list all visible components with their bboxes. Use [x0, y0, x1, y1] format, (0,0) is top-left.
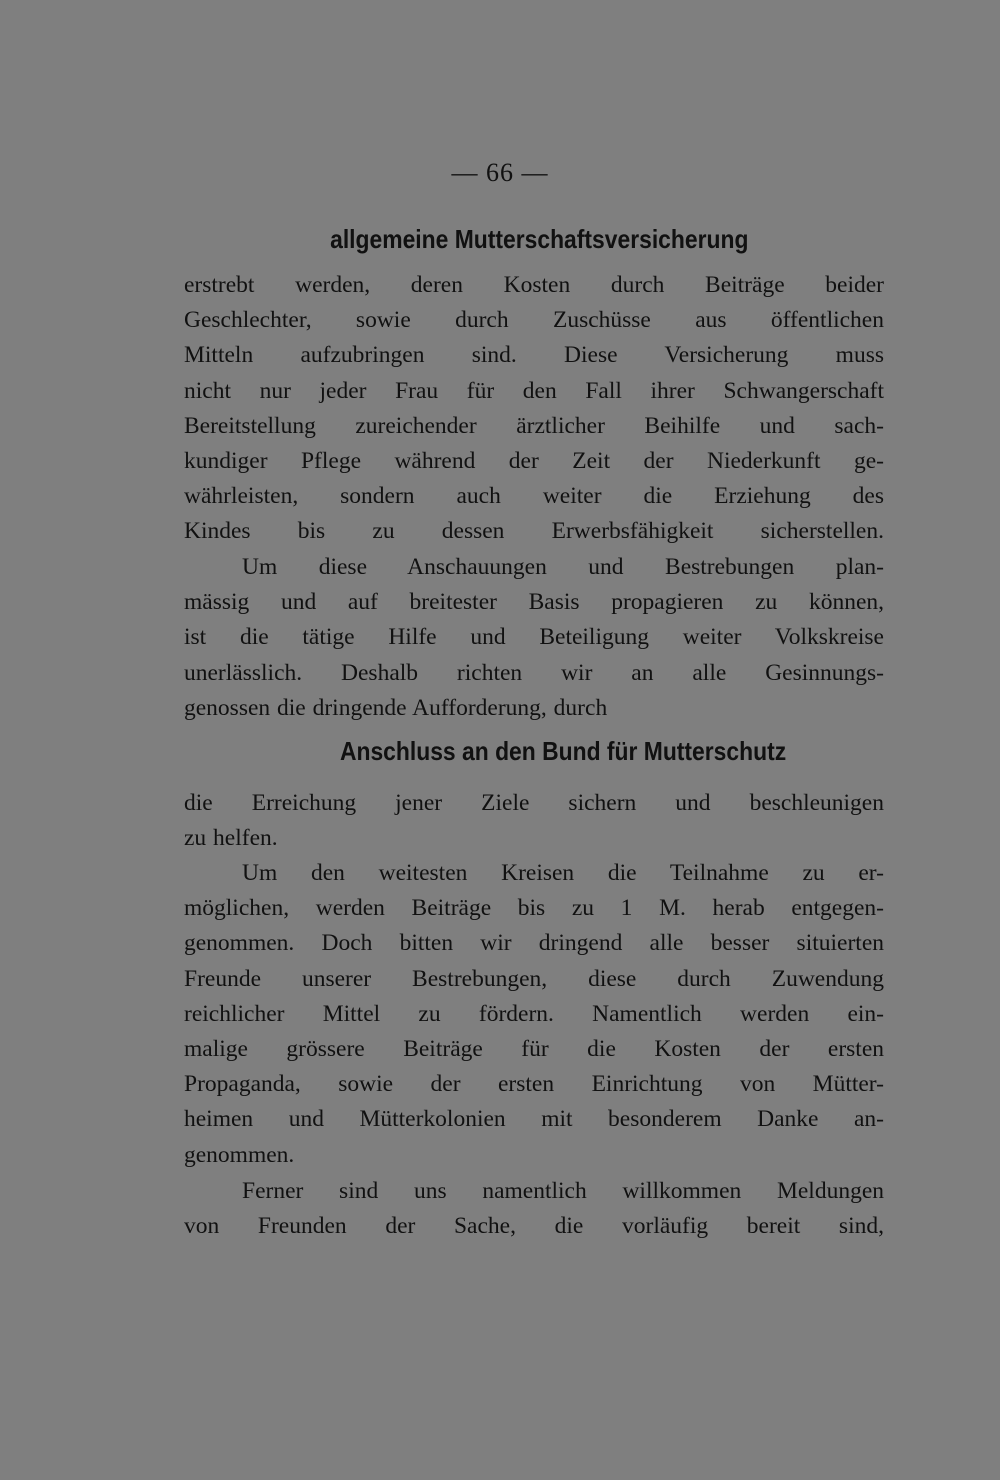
paragraph-line: Mitteln aufzubringen sind. Diese Versicherung muss	[184, 342, 884, 369]
paragraph-line: mässig und auf breitester Basis propagieren zu können,	[184, 589, 884, 616]
paragraph-line: Freunde unserer Bestrebungen, diese durch Zuwendung	[184, 965, 884, 992]
paragraph-line: nicht nur jeder Frau für den Fall ihrer Schwangerschaft	[184, 377, 884, 404]
paragraph-line: die Erreichung jener Ziele sichern und beschleunigen	[184, 790, 884, 816]
paragraph-line: zu helfen.	[184, 825, 278, 852]
paragraph-3	[184, 786, 884, 856]
paragraph-line: reichlicher Mittel zu fördern. Namentlich werden ein-	[184, 1000, 884, 1027]
paragraph-2	[184, 550, 884, 726]
paragraph-line: währleisten, sondern auch weiter die Erziehung des	[184, 483, 884, 510]
paragraph-line: Um diese Anschauungen und Bestrebungen plan-	[242, 554, 884, 580]
paragraph-line: von Freunden der Sache, die vorläufig bereit sind,	[184, 1213, 884, 1240]
paragraph-1	[184, 268, 884, 550]
paragraph-line: genommen. Doch bitten wir dringend alle besser situierten	[184, 930, 884, 957]
paragraph-line: erstrebt werden, deren Kosten durch Beiträge beider	[184, 272, 884, 298]
heading-mutterschaftsversicherung: allgemeine Mutterschaftsversicherung	[330, 224, 749, 254]
paragraph-line: möglichen, werden Beiträge bis zu 1 M. herab entgegen-	[184, 895, 884, 922]
paragraph-line: kundiger Pflege während der Zeit der Niederkunft ge-	[184, 447, 884, 474]
paragraph-line: genommen.	[184, 1141, 295, 1168]
paragraph-line: malige grössere Beiträge für die Kosten der ersten	[184, 1035, 884, 1062]
paragraph-line: ist die tätige Hilfe und Beteiligung weiter Volkskreise	[184, 624, 884, 651]
paragraph-4	[184, 856, 884, 1173]
paragraph-line: Propaganda, sowie der ersten Einrichtung von Mütter-	[184, 1071, 884, 1098]
paragraph-line: Ferner sind uns namentlich willkommen Meldungen	[242, 1178, 884, 1204]
paragraph-line: Geschlechter, sowie durch Zuschüsse aus öffentlichen	[184, 307, 884, 334]
paragraph-line: heimen und Mütterkolonien mit besonderem Danke an-	[184, 1106, 884, 1133]
page-number: — 66 —	[451, 158, 549, 187]
paragraph-line: unerlässlich. Deshalb richten wir an alle Gesinnungs-	[184, 659, 884, 686]
paragraph-line: genossen die dringende Aufforderung, durch	[184, 694, 608, 721]
heading-bund-fuer-mutterschutz: Anschluss an den Bund für Mutterschutz	[339, 736, 787, 766]
paragraph-5	[184, 1174, 884, 1244]
paragraph-line: Um den weitesten Kreisen die Teilnahme zu er-	[242, 860, 884, 886]
paragraph-line: Kindes bis zu dessen Erwerbsfähigkeit sicherstellen.	[184, 518, 884, 545]
paragraph-line: Bereitstellung zureichender ärztlicher Beihilfe und sach-	[184, 412, 884, 439]
